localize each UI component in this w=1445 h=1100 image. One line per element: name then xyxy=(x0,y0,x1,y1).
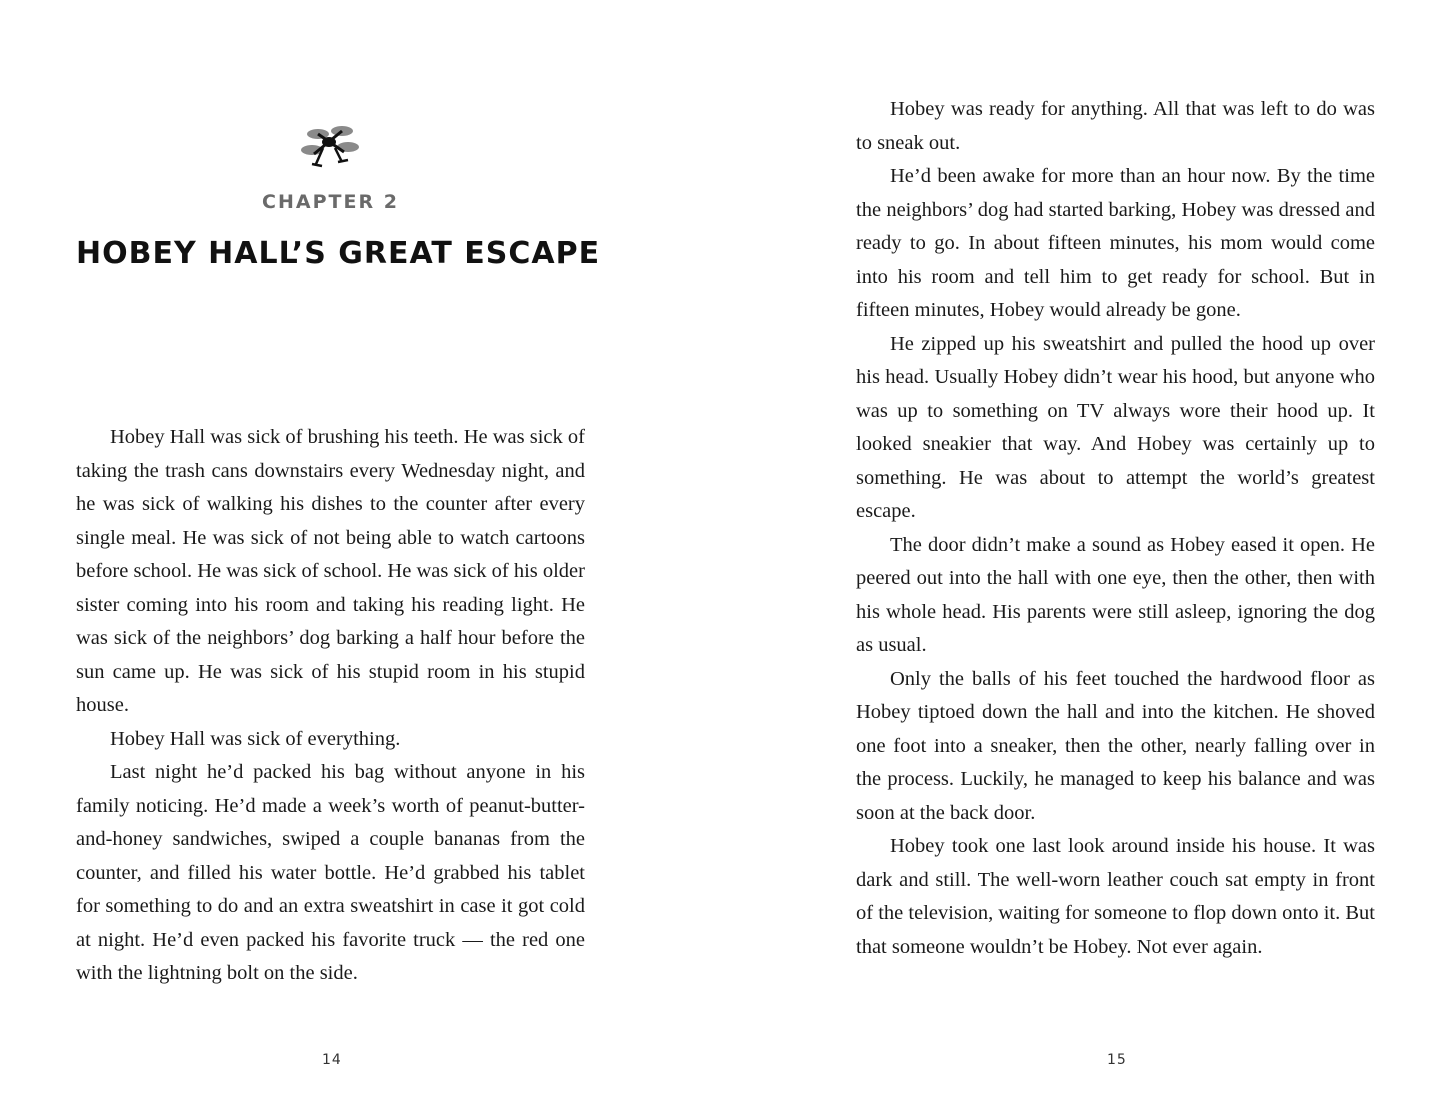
paragraph: Only the balls of his feet touched the hardwood floor as Hobey tiptoed down the hall and into the kitchen. He shoved one foot into a sneaker, then the other, nearly falling over in the process. Luckily, he managed to keep his balance and was soon at the back door. xyxy=(856,667,1375,824)
right-page-text xyxy=(856,93,1375,964)
chapter-label: CHAPTER 2 xyxy=(262,191,399,213)
right-page xyxy=(722,0,1445,1100)
paragraph: The door didn’t make a sound as Hobey eased it open. He peered out into the hall with one eye, then the other, then with his whole head. His parents were still asleep, ignoring the dog as usual. xyxy=(856,533,1375,656)
paragraph: Hobey Hall was sick of everything. xyxy=(110,727,401,750)
paragraph: Hobey Hall was sick of brushing his teeth. He was sick of taking the trash cans downstairs every Wednesday night, and he was sick of walking his dishes to the counter after every single meal. He was sick of not being able to watch cartoons before school. He was sick of school. He was sick of his older sister coming into his room and taking his reading light. He was sick of the neighbors’ dog barking a half hour before the sun came up. He was sick of his stupid room in his stupid house. xyxy=(76,426,585,716)
drone-icon xyxy=(298,120,364,172)
paragraph: He’d been awake for more than an hour now. By the time the neighbors’ dog had started barking, Hobey was dressed and ready to go. In about fifteen minutes, his mom would come into his room and tell him to get ready for school. But in fifteen minutes, Hobey would already be gone. xyxy=(856,165,1375,321)
page-number: 14 xyxy=(322,1052,342,1068)
page-number: 15 xyxy=(1107,1052,1127,1068)
paragraph: Hobey took one last look around inside his house. It was dark and still. The well-worn leather couch sat empty in front of the television, waiting for someone to flop down onto it. But that someone wouldn’t be Hobey. Not ever again. xyxy=(856,835,1375,958)
paragraph: Last night he’d packed his bag without anyone in his family noticing. He’d made a week’s worth of peanut-butter-and-honey sandwiches, swiped a couple bananas from the counter, and filled his water bottle. He’d grabbed his tablet for something to do and an extra sweatshirt in case it got cold at night. He’d even packed his favorite truck — the red one with the lightning bolt on the side. xyxy=(76,761,585,984)
paragraph: He zipped up his sweatshirt and pulled the hood up over his head. Usually Hobey didn’t wear his hood, but anyone who was up to something on TV always wore their hood up. It looked sneakier that way. And Hobey was certainly up to something. He was about to attempt the world’s greatest escape. xyxy=(856,332,1375,522)
left-page-text xyxy=(76,421,585,991)
left-page xyxy=(0,0,722,1100)
paragraph: Hobey was ready for anything. All that was left to do was to sneak out. xyxy=(856,98,1375,154)
chapter-title: HOBEY HALL’S GREAT ESCAPE xyxy=(76,236,601,271)
